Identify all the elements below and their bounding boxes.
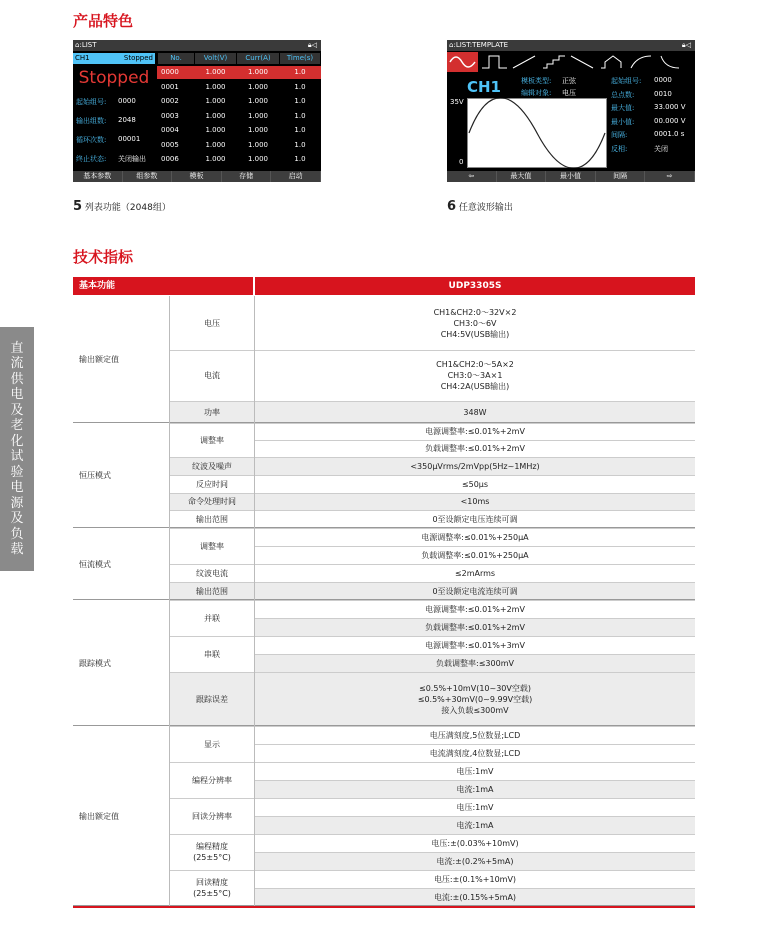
table-cell: 0006: [161, 155, 179, 163]
spec-value-line: 电流:1mA: [456, 820, 494, 830]
list-screen: [73, 40, 321, 182]
spec-value-line: ≤2mArms: [454, 568, 496, 578]
spec-sub-cell: [170, 401, 254, 423]
template-channel-label: CH1: [467, 78, 501, 96]
param-label: 最大值:: [611, 104, 635, 112]
row-divider: [255, 423, 695, 424]
table-cell: 1.000: [247, 126, 269, 134]
spec-value-line: CH4:2A(USB输出): [440, 382, 510, 391]
spec-value-cell: [255, 528, 695, 546]
spec-sub-cell: [170, 475, 254, 493]
spec-value-line: 电压:±(0.1%+10mV): [433, 874, 517, 884]
sub-divider: [170, 475, 255, 476]
softkey[interactable]: 存储: [222, 171, 272, 182]
row-divider: [255, 475, 695, 476]
sub-divider: [170, 798, 255, 799]
table-cell: 0002: [161, 97, 179, 105]
row-divider: [255, 852, 695, 853]
spec-sub-cell: [170, 457, 254, 475]
spec-sub-label: 并联: [204, 613, 220, 623]
softkey[interactable]: 间隔: [596, 171, 646, 182]
spec-value-line: 0至设额定电流连续可调: [432, 586, 518, 596]
param-value[interactable]: 00.000 V: [654, 116, 686, 125]
spec-value-cell: [255, 546, 695, 564]
table-cell: 1.000: [205, 111, 226, 120]
row-divider: [255, 870, 695, 871]
row-divider: [255, 618, 695, 619]
info-label: 模板类型:: [521, 77, 552, 85]
row-divider: [255, 457, 695, 458]
table-header-right: UDP3305S: [255, 277, 695, 295]
spec-value-line: <350μVrms/2mVpp(5Hz~1MHz): [410, 461, 540, 471]
spec-sub-label: 反应时间: [196, 479, 228, 489]
section-title-specs: 技术指标: [73, 248, 134, 266]
table-cell: 1.000: [247, 68, 269, 76]
softkey[interactable]: 组参数: [123, 171, 173, 182]
param-value: 33.000 V: [654, 103, 686, 111]
spec-value-cell: [255, 350, 695, 401]
param-label: 循环次数:: [76, 136, 107, 144]
param-label: 起始组号:: [76, 98, 107, 106]
row-divider: [255, 600, 695, 601]
spec-sub-label: 串联: [204, 649, 220, 659]
table-row[interactable]: [157, 81, 321, 94]
param-value: 0010: [654, 89, 672, 98]
spec-sub-cell: [170, 423, 254, 457]
row-divider: [255, 401, 695, 402]
sub-divider: [170, 672, 255, 673]
spec-sub-cell: [170, 672, 254, 726]
spec-value-line: 电源调整率:≤0.01%+2mV: [425, 604, 525, 614]
row-divider: [255, 816, 695, 817]
spec-value-line: 负载调整率:≤0.01%+2mV: [425, 444, 525, 453]
softkey[interactable]: 最小值: [546, 171, 596, 182]
spec-value-line: 接入负载≤300mV: [441, 705, 509, 715]
softkey[interactable]: ⇨: [645, 171, 695, 182]
spec-value-cell: [255, 636, 695, 654]
spec-value-line: CH3:0～3A×1: [447, 371, 503, 380]
y-axis-max: 35V: [450, 98, 464, 106]
template-screen: [447, 40, 695, 182]
softkey[interactable]: ⇦: [447, 171, 497, 182]
row-divider: [255, 564, 695, 565]
spec-value-cell: [255, 744, 695, 762]
param-label: 反相:: [611, 144, 628, 153]
table-cell: 1.0: [294, 155, 306, 163]
param-label: 间隔:: [611, 131, 628, 139]
softkey[interactable]: 基本参数: [73, 171, 123, 182]
spec-sub-label: 编程分辨率: [192, 775, 232, 785]
spec-value-cell: [255, 510, 695, 528]
row-divider: [255, 888, 695, 889]
row-divider: [255, 546, 695, 547]
stair-up-template-icon[interactable]: [543, 56, 565, 68]
param-value: 0000: [118, 97, 136, 105]
spec-value-cell: [255, 582, 695, 600]
spec-sub-label: 纹波电流: [196, 568, 228, 578]
param-label: 输出组数:: [76, 117, 107, 125]
softkey[interactable]: 模板: [172, 171, 222, 182]
table-row[interactable]: [157, 139, 321, 152]
table-cell: 0005: [161, 140, 179, 149]
row-divider: [255, 762, 695, 763]
spec-value-cell: [255, 423, 695, 440]
spec-value-line: 负载调整率:≤300mV: [436, 658, 514, 668]
spec-value-cell: [255, 493, 695, 510]
info-value: 正弦: [562, 77, 576, 85]
spec-sub-cell: [170, 834, 254, 870]
spec-value-line: <10ms: [460, 497, 490, 506]
y-axis-min: 0: [459, 158, 464, 166]
spec-value-line: CH3:0～6V: [453, 318, 497, 328]
param-label: 最小值:: [611, 117, 635, 126]
spec-value-line: CH1&CH2:0～32V×2: [433, 307, 517, 317]
spec-value-cell: [255, 618, 695, 636]
table-row[interactable]: [157, 124, 321, 137]
sub-divider: [170, 564, 255, 565]
table-cell: 1.0: [294, 140, 306, 149]
trapezoid-template-icon[interactable]: [601, 56, 621, 68]
table-column-header: No.: [158, 53, 194, 64]
section-title-features: 产品特色: [73, 12, 134, 30]
list-title-bar: ⌂:LIST 🔒︎◁: [73, 40, 321, 51]
spec-sub-label: 输出范围: [196, 514, 228, 524]
table-cell: 0004: [161, 126, 179, 134]
spec-value-cell: [255, 780, 695, 798]
spec-value-line: ≤0.5%+10mV(10~30V空载): [419, 683, 531, 693]
sub-divider: [170, 870, 255, 871]
param-label: 起始组号:: [611, 77, 642, 85]
table-cell: 1.000: [247, 155, 269, 163]
table-cell: 0000: [161, 68, 179, 76]
spec-value-line: ≤50μs: [461, 479, 489, 489]
channel-status-bar: CH1 Stopped: [75, 54, 153, 62]
table-cell: 1.000: [247, 82, 269, 91]
row-divider: [255, 350, 695, 351]
info-value: 电压: [562, 89, 576, 97]
spec-value-cell: [255, 457, 695, 475]
sub-divider: [170, 636, 255, 637]
exp-fall-template-icon[interactable]: [661, 56, 679, 68]
spec-value-line: 电源调整率:≤0.01%+250μA: [421, 532, 529, 542]
sub-divider: [170, 600, 255, 601]
table-column-header: Time(s): [280, 53, 320, 64]
spec-sub-label: 输出范围: [196, 586, 228, 596]
spec-sub-cell: [170, 870, 254, 906]
row-divider: [255, 493, 695, 494]
spec-value-cell: [255, 762, 695, 780]
spec-group-label: 输出额定值: [79, 355, 119, 364]
spec-sub-cell: [170, 582, 254, 600]
spec-sub-label: 调整率: [200, 541, 224, 551]
sub-divider: [170, 510, 255, 511]
row-divider: [255, 780, 695, 781]
waveform-template-strip: [447, 52, 695, 72]
spec-value-cell: [255, 726, 695, 744]
sub-divider: [170, 726, 255, 727]
spec-value-cell: [255, 870, 695, 888]
row-divider: [255, 528, 695, 529]
spec-value-cell: [255, 888, 695, 906]
spec-value-cell: [255, 475, 695, 493]
sub-divider: [170, 493, 255, 494]
spec-value-line: 348W: [463, 407, 487, 417]
table-cell: 1.000: [247, 140, 269, 149]
spec-sub-cell: [170, 296, 254, 350]
spec-value-line: 负载调整率:≤0.01%+250μA: [421, 550, 529, 560]
spec-sub-label: 功率: [204, 407, 220, 417]
spec-value-line: ≤0.5%+30mV(0~9.99V空载): [417, 694, 533, 704]
table-header-left: 基本功能: [73, 277, 253, 295]
list-softkey-bar: [73, 171, 321, 182]
table-cell: 1.0: [294, 126, 306, 134]
spec-sub-cell: [170, 564, 254, 582]
sub-divider: [170, 834, 255, 835]
row-divider: [255, 726, 695, 727]
row-divider: [255, 798, 695, 799]
spec-sub-label: 显示: [204, 739, 220, 749]
row-divider: [255, 744, 695, 745]
info-label: 编辑对象:: [521, 89, 552, 97]
param-value: 关闭输出: [118, 155, 146, 163]
exp-rise-template-icon[interactable]: [631, 56, 651, 68]
spec-sub-cell: [170, 636, 254, 672]
spec-sub-cell: [170, 350, 254, 401]
spec-value-line: 0至设额定电压连续可调: [432, 514, 518, 524]
table-cell: 1.0: [294, 82, 306, 91]
spec-value-line: CH4:5V(USB输出): [440, 329, 510, 339]
table-cell: 1.000: [247, 111, 269, 120]
param-value: 00001: [118, 135, 141, 143]
spec-sub-label: 命令处理时间: [188, 497, 236, 506]
spec-group-label: 恒压模式: [79, 471, 111, 480]
caption-waveform-output: 6 任意波形输出: [447, 199, 513, 214]
spec-value-cell: [255, 401, 695, 423]
softkey[interactable]: 最大值: [497, 171, 547, 182]
row-divider: [255, 834, 695, 835]
spec-value-cell: [255, 440, 695, 457]
spec-group-label: 跟踪模式: [79, 658, 111, 668]
table-cell: 1.000: [205, 97, 226, 105]
table-cell: 1.0: [294, 111, 306, 120]
spec-group-label: 恒流模式: [79, 559, 111, 569]
spec-sub-label-2: (25±5°C): [193, 889, 231, 898]
spec-value-cell: [255, 600, 695, 618]
caption-list-function: 5 列表功能（2048组）: [73, 199, 171, 214]
template-title-bar: ⌂:LIST:TEMPLATE 🔒︎◁: [447, 40, 695, 51]
softkey[interactable]: 启动: [271, 171, 321, 182]
spec-value-line: 电流满刻度,4位数显;LCD: [429, 748, 521, 758]
table-cell: 1.000: [247, 97, 269, 105]
table-cell: 1.000: [205, 126, 226, 134]
column-divider: [254, 296, 255, 906]
sub-divider: [170, 350, 255, 351]
table-cell: 1.000: [205, 82, 226, 91]
row-divider: [255, 672, 695, 673]
spec-value-line: 负载调整率:≤0.01%+2mV: [425, 622, 525, 632]
spec-value-cell: [255, 296, 695, 350]
param-label: 终止状态:: [76, 155, 107, 163]
sub-divider: [170, 423, 255, 424]
spec-value-cell: [255, 798, 695, 816]
sub-divider: [170, 457, 255, 458]
spec-sub-label: 调整率: [200, 435, 224, 445]
param-value: 关闭: [654, 144, 668, 153]
param-value: 2048: [118, 116, 136, 124]
table-cell: 0001: [161, 82, 179, 91]
table-cell: 0003: [161, 111, 179, 120]
spec-group-label: 输出额定值: [79, 811, 119, 821]
column-divider: [169, 296, 170, 906]
spec-value-cell: [255, 834, 695, 852]
spec-value-line: 电源调整率:≤0.01%+3mV: [425, 640, 525, 650]
spec-value-cell: [255, 564, 695, 582]
spec-sub-cell: [170, 493, 254, 510]
spec-value-cell: [255, 852, 695, 870]
spec-sub-cell: [170, 726, 254, 762]
spec-sub-cell: [170, 528, 254, 564]
spec-value-line: 电流:±(0.15%+5mA): [433, 892, 517, 902]
spec-value-line: CH1&CH2:0～5A×2: [436, 360, 514, 369]
spec-sub-cell: [170, 762, 254, 798]
param-label: 总点数:: [611, 90, 635, 99]
table-row[interactable]: [157, 110, 321, 123]
spec-value-line: 电压:1mV: [456, 802, 494, 812]
template-softkey-bar: [447, 171, 695, 182]
spec-sub-cell: [170, 510, 254, 528]
table-cell: 1.0: [294, 97, 306, 105]
table-row[interactable]: [157, 66, 321, 79]
sub-divider: [170, 528, 255, 529]
spec-value-cell: [255, 654, 695, 672]
spec-sub-label-2: (25±5°C): [193, 853, 231, 862]
table-column-header: Volt(V): [195, 53, 236, 64]
spec-sub-label: 回读精度: [196, 878, 228, 887]
square-template-icon[interactable]: [482, 56, 507, 68]
lock-speaker-icon: 🔒︎◁: [307, 41, 317, 49]
sub-divider: [170, 582, 255, 583]
spec-value-line: 电流:1mA: [456, 784, 494, 794]
stopped-status-text: Stopped: [78, 68, 150, 88]
home-icon: ⌂: [75, 41, 80, 49]
lock-speaker-icon: 🔒︎◁: [681, 41, 691, 49]
table-cell: 1.000: [205, 140, 226, 149]
ramp-down-template-icon[interactable]: [571, 56, 593, 68]
spec-sub-label: 回读分辨率: [192, 811, 232, 821]
spec-sub-cell: [170, 600, 254, 636]
table-row[interactable]: [157, 95, 321, 108]
spec-sub-label: 跟踪误差: [196, 694, 228, 704]
spec-sub-label: 编程精度: [196, 842, 228, 851]
spec-value-line: 电压满刻度,5位数显;LCD: [429, 730, 521, 740]
spec-value-cell: [255, 816, 695, 834]
sub-divider: [170, 401, 255, 402]
param-value: 0000: [654, 76, 672, 84]
param-value: 0001.0 s: [654, 130, 685, 138]
spec-sub-label: 电压: [204, 318, 220, 328]
row-divider: [255, 582, 695, 583]
spec-value-cell: [255, 672, 695, 726]
spec-value-line: 电流:±(0.2%+5mA): [436, 856, 514, 866]
spec-value-line: 电压:1mV: [456, 766, 494, 776]
table-column-header: Curr(A): [237, 53, 279, 64]
side-category-tab: 直 流 供 电 及 老 化 试 验 电 源 及 负 载: [0, 327, 34, 571]
spec-sub-cell: [170, 798, 254, 834]
home-icon: ⌂: [449, 41, 454, 49]
row-divider: [255, 636, 695, 637]
table-row[interactable]: [157, 153, 321, 166]
spec-sub-label: 电流: [204, 371, 220, 380]
spec-value-line: 电源调整率:≤0.01%+2mV: [425, 427, 525, 436]
waveform-preview: [467, 98, 607, 168]
table-cell: 1.000: [205, 155, 226, 163]
spec-sub-label: 纹波及噪声: [192, 461, 232, 471]
row-divider: [255, 654, 695, 655]
table-cell: 1.0: [294, 68, 306, 76]
ramp-template-icon[interactable]: [513, 56, 535, 68]
table-bottom-rule: [73, 906, 695, 908]
sub-divider: [170, 762, 255, 763]
row-divider: [255, 440, 695, 441]
table-cell: 1.000: [205, 68, 226, 76]
row-divider: [255, 510, 695, 511]
spec-value-line: 电压:±(0.03%+10mV): [431, 838, 519, 848]
